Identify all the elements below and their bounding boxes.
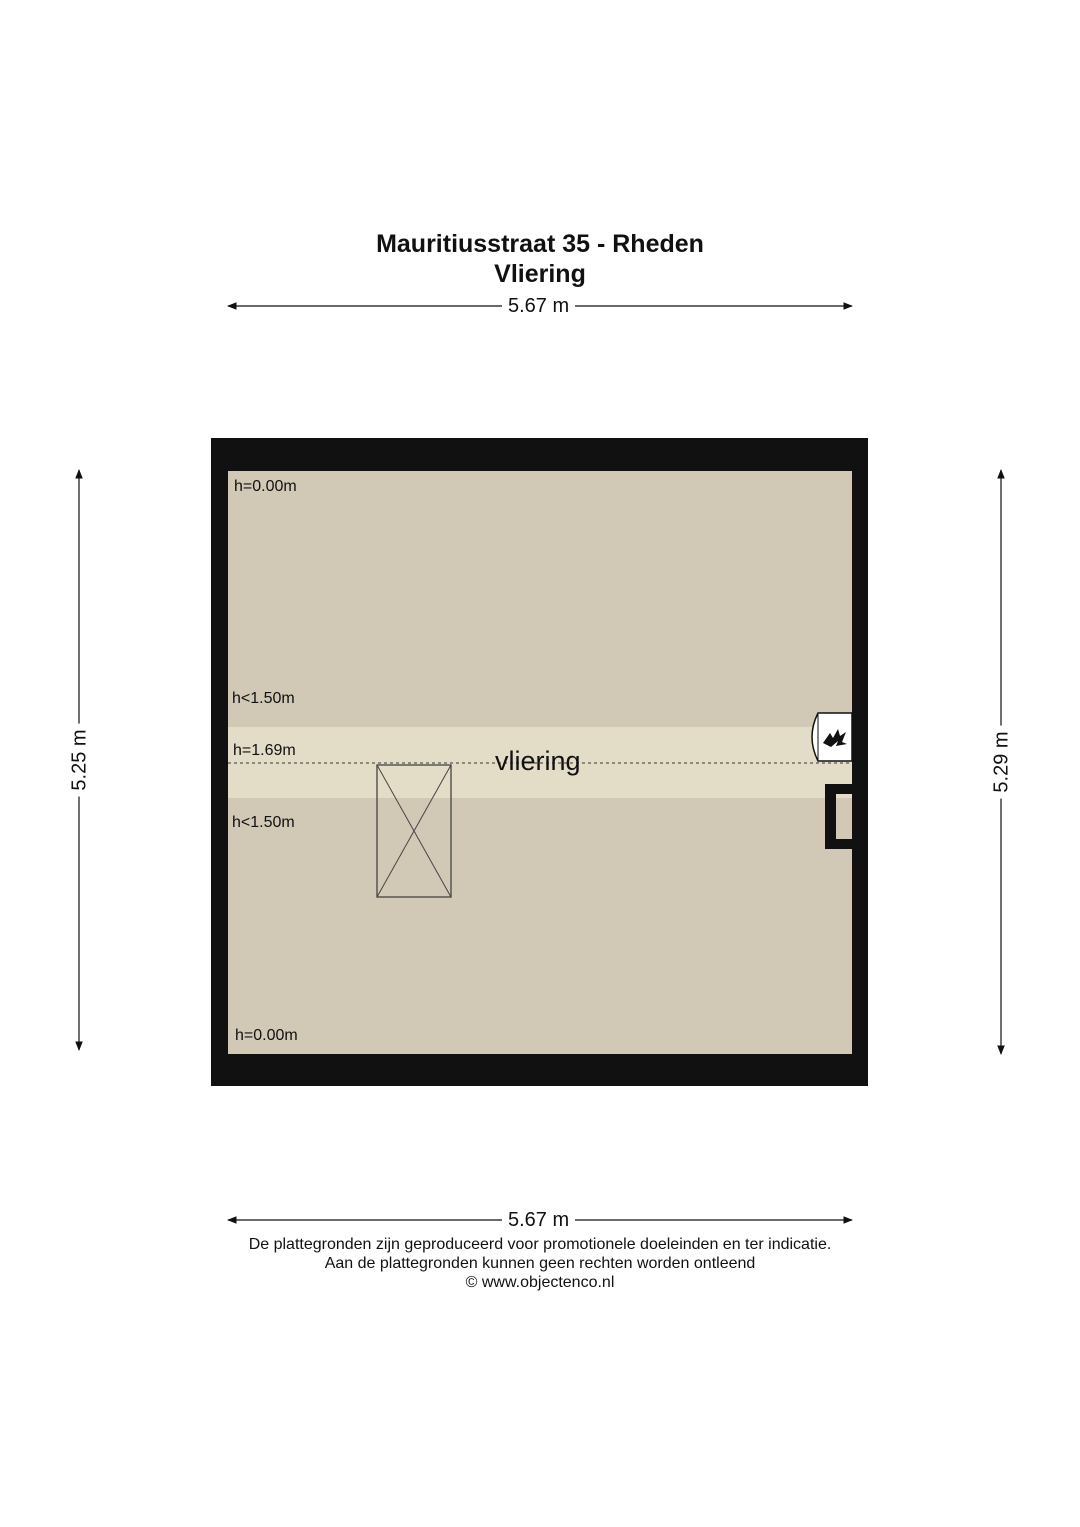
height-label-upper-slope: h<1.50m — [232, 690, 295, 707]
room-name-label: vliering — [495, 746, 581, 776]
right-depth-label: 5.29 m — [990, 725, 1014, 798]
height-label-bottom: h=0.00m — [235, 1027, 298, 1044]
disclaimer-line-1: De plattegronden zijn geproduceerd voor promotionele doeleinden en ter indicatie. — [248, 1236, 832, 1253]
bottom-width-label: 5.67 m — [502, 1208, 575, 1232]
height-label-lower-slope: h<1.50m — [232, 814, 295, 831]
height-label-top: h=0.00m — [234, 478, 297, 495]
copyright-line: © www.objectenco.nl — [465, 1274, 615, 1291]
top-width-label: 5.67 m — [502, 294, 575, 318]
address-title: Mauritiusstraat 35 - Rheden — [376, 230, 704, 258]
disclaimer-line-2: Aan de plattegronden kunnen geen rechten worden ontleend — [324, 1255, 756, 1272]
floor-title: Vliering — [494, 260, 586, 288]
height-label-ridge: h=1.69m — [233, 742, 296, 759]
left-depth-label: 5.25 m — [68, 723, 92, 796]
boiler-flame-icon — [812, 713, 852, 761]
